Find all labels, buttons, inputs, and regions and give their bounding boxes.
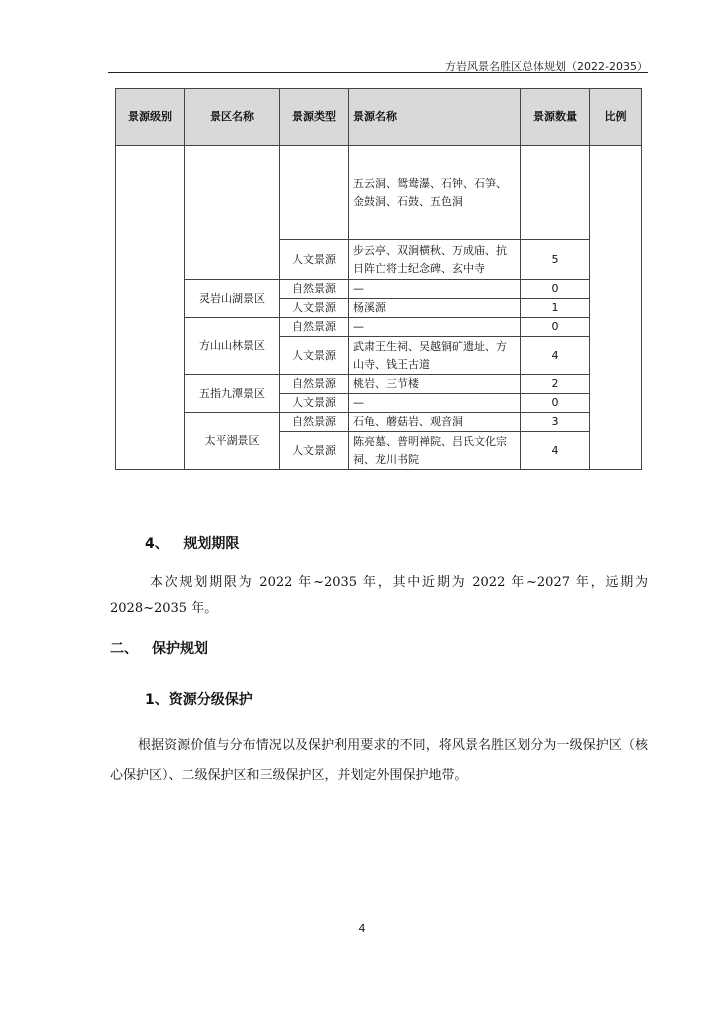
count-cell: 1 [521, 299, 590, 318]
type-cell: 人文景源 [280, 299, 349, 318]
count-cell: 0 [521, 394, 590, 413]
table-row [116, 413, 642, 432]
area-name-cell: 方山山林景区 [185, 318, 280, 375]
type-cell: 人文景源 [280, 432, 349, 470]
ratio-cell [590, 146, 642, 470]
running-header: 方岩风景名胜区总体规划（2022-2035） [445, 60, 648, 73]
names-cell: — [349, 280, 521, 299]
col-header-count: 景源数量 [521, 89, 590, 146]
table-row [116, 146, 642, 240]
names-cell: 石龟、蘑菇岩、观音洞 [349, 413, 521, 432]
section-number: 二、 [110, 641, 138, 657]
count-cell: 2 [521, 375, 590, 394]
count-cell-continued [521, 146, 590, 240]
table-row [116, 280, 642, 299]
type-cell: 人文景源 [280, 394, 349, 413]
type-cell: 人文景源 [280, 240, 349, 280]
names-cell: — [349, 318, 521, 337]
paragraph-protection: 根据资源价值与分布情况以及保护利用要求的不同，将风景名胜区划分为一级保护区（核心保护区）、二级保护区和三级保护区，并划定外围保护地带。 [110, 738, 648, 783]
count-cell: 0 [521, 318, 590, 337]
type-cell: 人文景源 [280, 337, 349, 375]
section-heading-1: 1、资源分级保护 [145, 692, 253, 708]
type-cell: 自然景源 [280, 280, 349, 299]
col-header-ratio: 比例 [590, 89, 642, 146]
level-cell [116, 146, 185, 470]
names-cell: 步云亭、双涧横秋、万成庙、抗日阵亡将士纪念碑、玄中寺 [349, 240, 521, 280]
type-cell: 自然景源 [280, 413, 349, 432]
header-rule [108, 72, 648, 73]
names-cell: 杨溪源 [349, 299, 521, 318]
col-header-names: 景源名称 [349, 89, 521, 146]
count-cell: 4 [521, 432, 590, 470]
section-heading-two [110, 638, 208, 658]
area-name-cell: 太平湖景区 [185, 413, 280, 470]
section-title: 保护规划 [152, 641, 208, 657]
count-cell: 0 [521, 280, 590, 299]
names-cell: 武肃王生祠、吴越铜矿遗址、方山寺、钱王古道 [349, 337, 521, 375]
resource-table [115, 88, 642, 470]
count-cell: 4 [521, 337, 590, 375]
section-title: 规划期限 [183, 536, 240, 552]
table-header-row [116, 89, 642, 146]
table-row [116, 375, 642, 394]
names-cell: 桃岩、三节楼 [349, 375, 521, 394]
page-number: 4 [358, 922, 366, 935]
area-name-cell: 五指九潭景区 [185, 375, 280, 413]
names-cell: 五云洞、鸳鸯瀑、石钟、石笋、金鼓洞、石鼓、五色洞 [349, 146, 521, 240]
paragraph-planning-period: 本次规划期限为 2022 年~2035 年，其中近期为 2022 年~2027 年，远期为 2028~2035 年。 [110, 575, 648, 616]
area-cell-continued [185, 146, 280, 280]
section-heading-4 [145, 533, 239, 553]
col-header-type: 景源类型 [280, 89, 349, 146]
col-header-level: 景源级别 [116, 89, 185, 146]
section-number: 4、 [145, 536, 169, 552]
names-cell: — [349, 394, 521, 413]
col-header-area: 景区名称 [185, 89, 280, 146]
names-cell: 陈亮墓、普明禅院、吕氏文化宗祠、龙川书院 [349, 432, 521, 470]
count-cell: 5 [521, 240, 590, 280]
count-cell: 3 [521, 413, 590, 432]
table-row [116, 318, 642, 337]
type-cell: 自然景源 [280, 318, 349, 337]
type-cell-continued [280, 146, 349, 240]
area-name-cell: 灵岩山湖景区 [185, 280, 280, 318]
type-cell: 自然景源 [280, 375, 349, 394]
